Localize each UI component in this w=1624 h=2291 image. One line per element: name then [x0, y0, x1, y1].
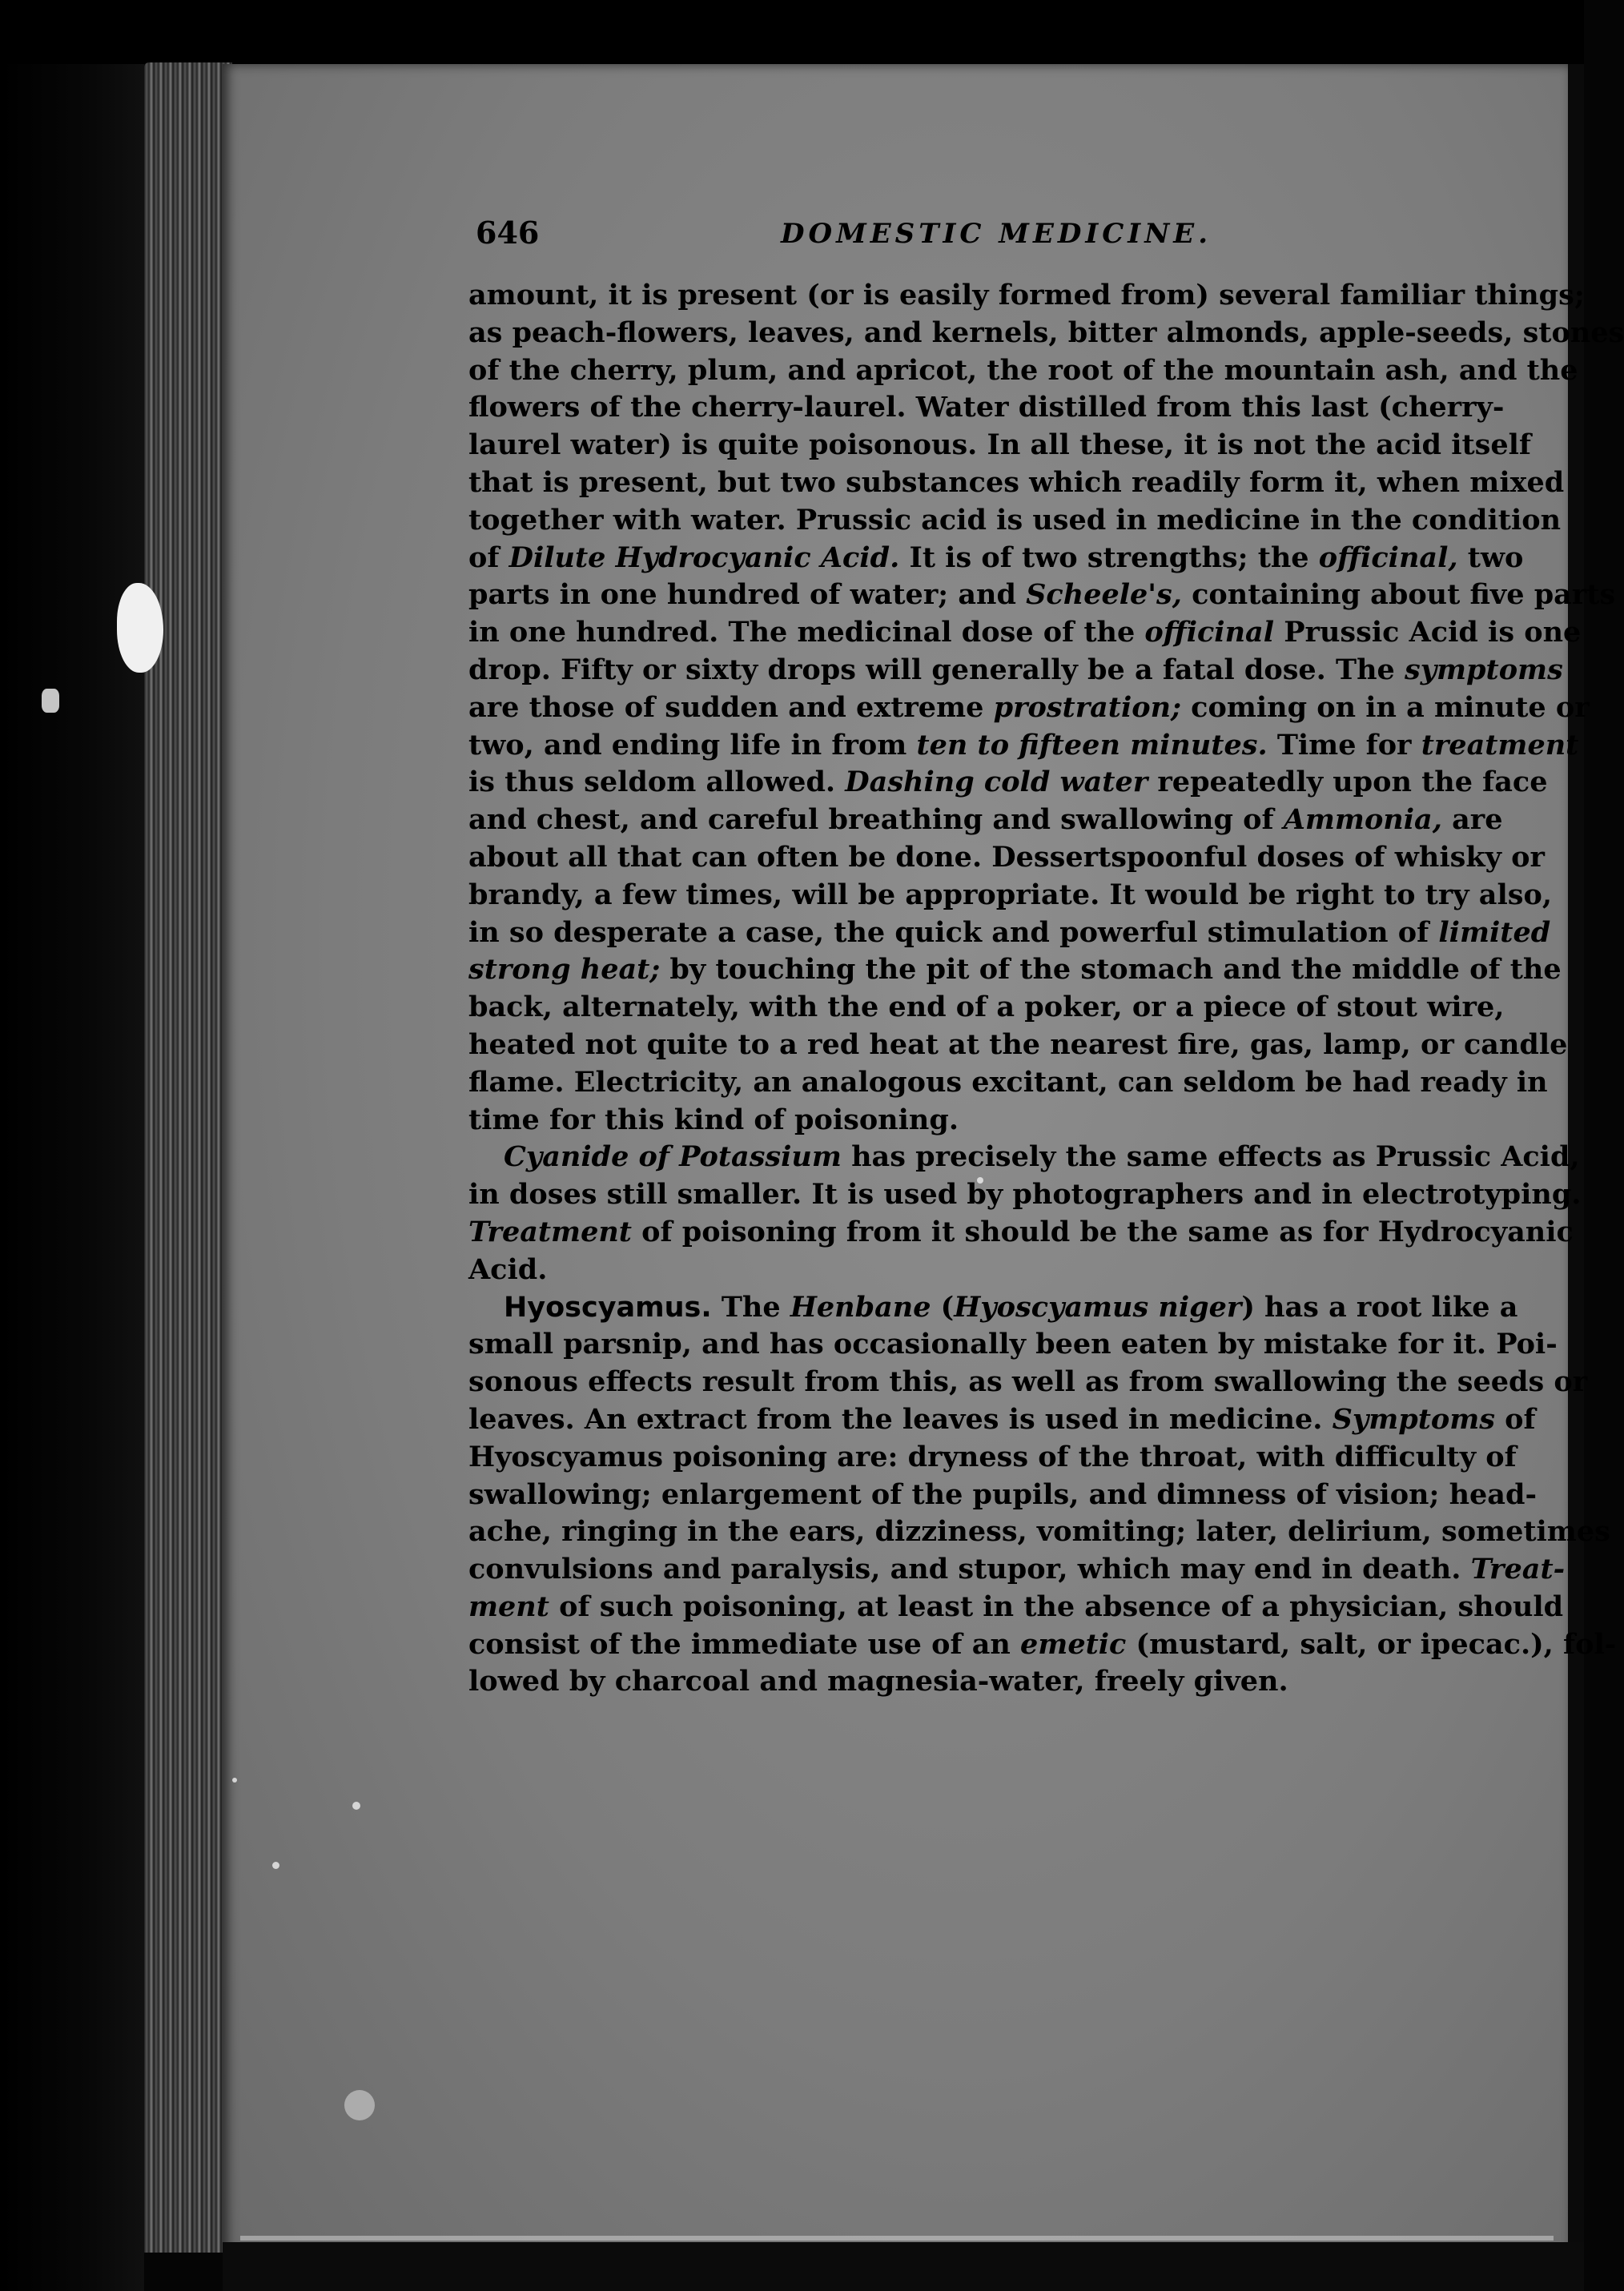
text-run: two [1457, 541, 1524, 574]
text-line [468, 727, 1579, 765]
text-run: together with water. Prussic acid is used in medicine in the condition [468, 503, 1562, 537]
italic-term: Hyoscyamus niger [954, 1290, 1242, 1324]
text-run: that is present, but two substances which readily form it, when mixed [468, 465, 1565, 499]
book-page-edges [144, 62, 232, 2253]
text-run: coming on in a minute or [1180, 690, 1590, 724]
text-run: brandy, a few times, will be appropriate. It would be right to try also, [468, 878, 1553, 911]
text-line [468, 277, 1585, 315]
text-run: ) has a root like a [1241, 1290, 1518, 1324]
italic-term: Henbane [790, 1290, 931, 1324]
text-run: as peach-flowers, leaves, and kernels, bitter almonds, apple-seeds, stones [468, 316, 1624, 349]
text-run: of poisoning from it should be the same as for Hydrocyanic [631, 1215, 1574, 1248]
scan-speck [42, 689, 59, 713]
text-run: about all that can often be done. Dessertspoonful doses of whisky or [468, 840, 1545, 874]
text-line [468, 989, 1505, 1027]
page-number: 646 [476, 215, 540, 251]
text-run: Prussic Acid is one [1274, 616, 1582, 649]
text-line [468, 652, 1563, 689]
text-line [468, 764, 1548, 802]
text-run: consist of the immediate use of an [468, 1627, 1021, 1661]
text-line [468, 1439, 1517, 1477]
italic-term: ment [468, 1590, 549, 1623]
text-line [468, 352, 1578, 390]
text-run: Time for [1267, 728, 1421, 762]
italic-term: Dashing cold water [845, 766, 1148, 799]
text-run: in so desperate a case, the quick and powerful stimulation of [468, 915, 1439, 949]
text-run: It is of two strengths; the [899, 541, 1319, 574]
text-run: flowers of the cherry-laurel. Water distilled from this last (cherry- [468, 391, 1505, 424]
scan-speck [352, 1802, 360, 1810]
text-line [468, 1477, 1537, 1514]
text-line [468, 1589, 1564, 1626]
text-run: two, and ending life in from [468, 728, 917, 762]
text-line [468, 1027, 1568, 1064]
text-line [468, 1551, 1566, 1589]
italic-term: officinal, [1318, 541, 1458, 574]
text-run: in one hundred. The medicinal dose of the [468, 616, 1145, 649]
italic-term: emetic [1020, 1627, 1127, 1661]
scan-speck [272, 1862, 279, 1869]
text-line [468, 1663, 1442, 1701]
text-line [468, 427, 1531, 464]
text-run: flame. Electricity, an analogous excitant, can seldom be had ready in [468, 1065, 1548, 1099]
text-run: heated not quite to a red heat at the nearest fire, gas, lamp, or candle [468, 1027, 1568, 1061]
italic-term: Treatment [468, 1215, 632, 1248]
text-run: sonous effects result from this, as well as from swallowing the seeds or [468, 1365, 1588, 1399]
text-line [468, 839, 1545, 877]
italic-term: Dilute Hydrocyanic Acid. [509, 541, 900, 574]
text-run: by touching the pit of the stomach and the middle of the [660, 953, 1562, 987]
text-line [468, 540, 1524, 577]
text-line [468, 1176, 1582, 1214]
text-run: Hyoscyamus poisoning are: dryness of the throat, with difficulty of [468, 1440, 1517, 1473]
text-line [468, 614, 1582, 652]
text-run: containing about five parts [1181, 578, 1616, 612]
text-line [468, 1513, 1610, 1551]
text-line [468, 315, 1624, 352]
scan-speck [232, 1778, 237, 1783]
text-run: time for this kind of poisoning. [468, 1103, 959, 1136]
text-run: has precisely the same effects as Prussic Acid, [841, 1140, 1580, 1174]
text-run: and chest, and careful breathing and swallowing of [468, 803, 1284, 837]
italic-term: Cyanide of Potassium [504, 1140, 842, 1174]
text-run: The [711, 1290, 790, 1324]
italic-term: Ammonia, [1283, 803, 1442, 837]
italic-term: strong heat; [468, 953, 661, 987]
text-run: back, alternately, with the end of a poker, or a piece of stout wire, [468, 991, 1505, 1024]
italic-term: limited [1438, 915, 1551, 949]
text-run: swallowing; enlargement of the pupils, and dimness of vision; head- [468, 1477, 1537, 1511]
text-run: in doses still smaller. It is used by photographers and in electrotyping. [468, 1178, 1582, 1212]
text-run: convulsions and paralysis, and stupor, which may end in death. [468, 1553, 1471, 1586]
paragraph-cyanide-of-potassium [468, 1139, 1582, 1288]
text-run: is thus seldom allowed. [468, 766, 846, 799]
text-line [468, 951, 1562, 989]
text-run: leaves. An extract from the leaves is used in medicine. [468, 1402, 1333, 1436]
text-run: drop. Fifty or sixty drops will generally be a fatal dose. The [468, 653, 1405, 686]
text-run: repeatedly upon the face [1148, 766, 1548, 799]
italic-term: Scheele's, [1026, 578, 1182, 612]
italic-term: ten to fifteen minutes. [916, 728, 1268, 762]
text-run: amount, it is present (or is easily formed from) several familiar things; [468, 279, 1585, 311]
scan-top-border [0, 0, 1584, 64]
text-line [468, 1064, 1548, 1102]
italic-term: Treat- [1470, 1553, 1566, 1586]
italic-term: treatment [1421, 728, 1579, 762]
text-run: (mustard, salt, or ipecac.), fol- [1126, 1627, 1617, 1661]
running-head: DOMESTIC MEDICINE. [781, 218, 1212, 250]
text-line [468, 802, 1503, 839]
text-run: laurel water) is quite poisonous. In all these, it is not the acid itself [468, 428, 1531, 462]
text-line [468, 1401, 1536, 1439]
scan-speck [344, 2090, 375, 2120]
scan-left-shadow [0, 64, 144, 2291]
italic-term: Symptoms [1332, 1402, 1495, 1436]
text-line [468, 1214, 1574, 1252]
text-run: of such poisoning, at least in the absence of a physician, should [549, 1590, 1564, 1623]
text-line [468, 1139, 1580, 1176]
italic-term: officinal [1144, 616, 1275, 649]
text-line [468, 389, 1505, 427]
scan-blemish-large [117, 583, 163, 673]
italic-term: prostration; [993, 690, 1181, 724]
page-body-text [468, 277, 1624, 1701]
text-run: lowed by charcoal and magnesia-water, freely given. [468, 1665, 1288, 1698]
page-bottom-edge-highlight [240, 2236, 1554, 2241]
text-run: of [1494, 1402, 1536, 1436]
text-line [468, 502, 1562, 540]
text-line [468, 1626, 1617, 1664]
text-run: are those of sudden and extreme [468, 690, 994, 724]
text-line [468, 877, 1553, 914]
text-run: ache, ringing in the ears, dizziness, vomiting; later, delirium, sometimes [468, 1515, 1610, 1549]
paragraph-prussic-acid [468, 277, 1624, 1139]
scan-bottom-border [223, 2242, 1584, 2291]
text-run: are [1441, 803, 1503, 837]
text-line [468, 1364, 1588, 1401]
text-run: Acid. [468, 1252, 548, 1286]
text-run: of the cherry, plum, and apricot, the root of the mountain ash, and the [468, 353, 1578, 387]
section-heading: Hyoscyamus. [504, 1291, 712, 1324]
text-line [468, 577, 1616, 614]
text-line [468, 464, 1565, 502]
italic-term: symptoms [1404, 653, 1563, 686]
paragraph-hyoscyamus [468, 1289, 1617, 1702]
text-run: small parsnip, and has occasionally been eaten by mistake for it. Poi- [468, 1328, 1558, 1361]
text-line [468, 914, 1551, 952]
text-line [468, 1102, 1442, 1139]
text-run: parts in one hundred of water; and [468, 578, 1027, 612]
text-line [468, 1289, 1518, 1327]
text-line [468, 1326, 1558, 1364]
text-line [468, 1252, 1442, 1289]
text-run: of [468, 541, 509, 574]
text-line [468, 689, 1590, 727]
text-run: ( [931, 1290, 955, 1324]
